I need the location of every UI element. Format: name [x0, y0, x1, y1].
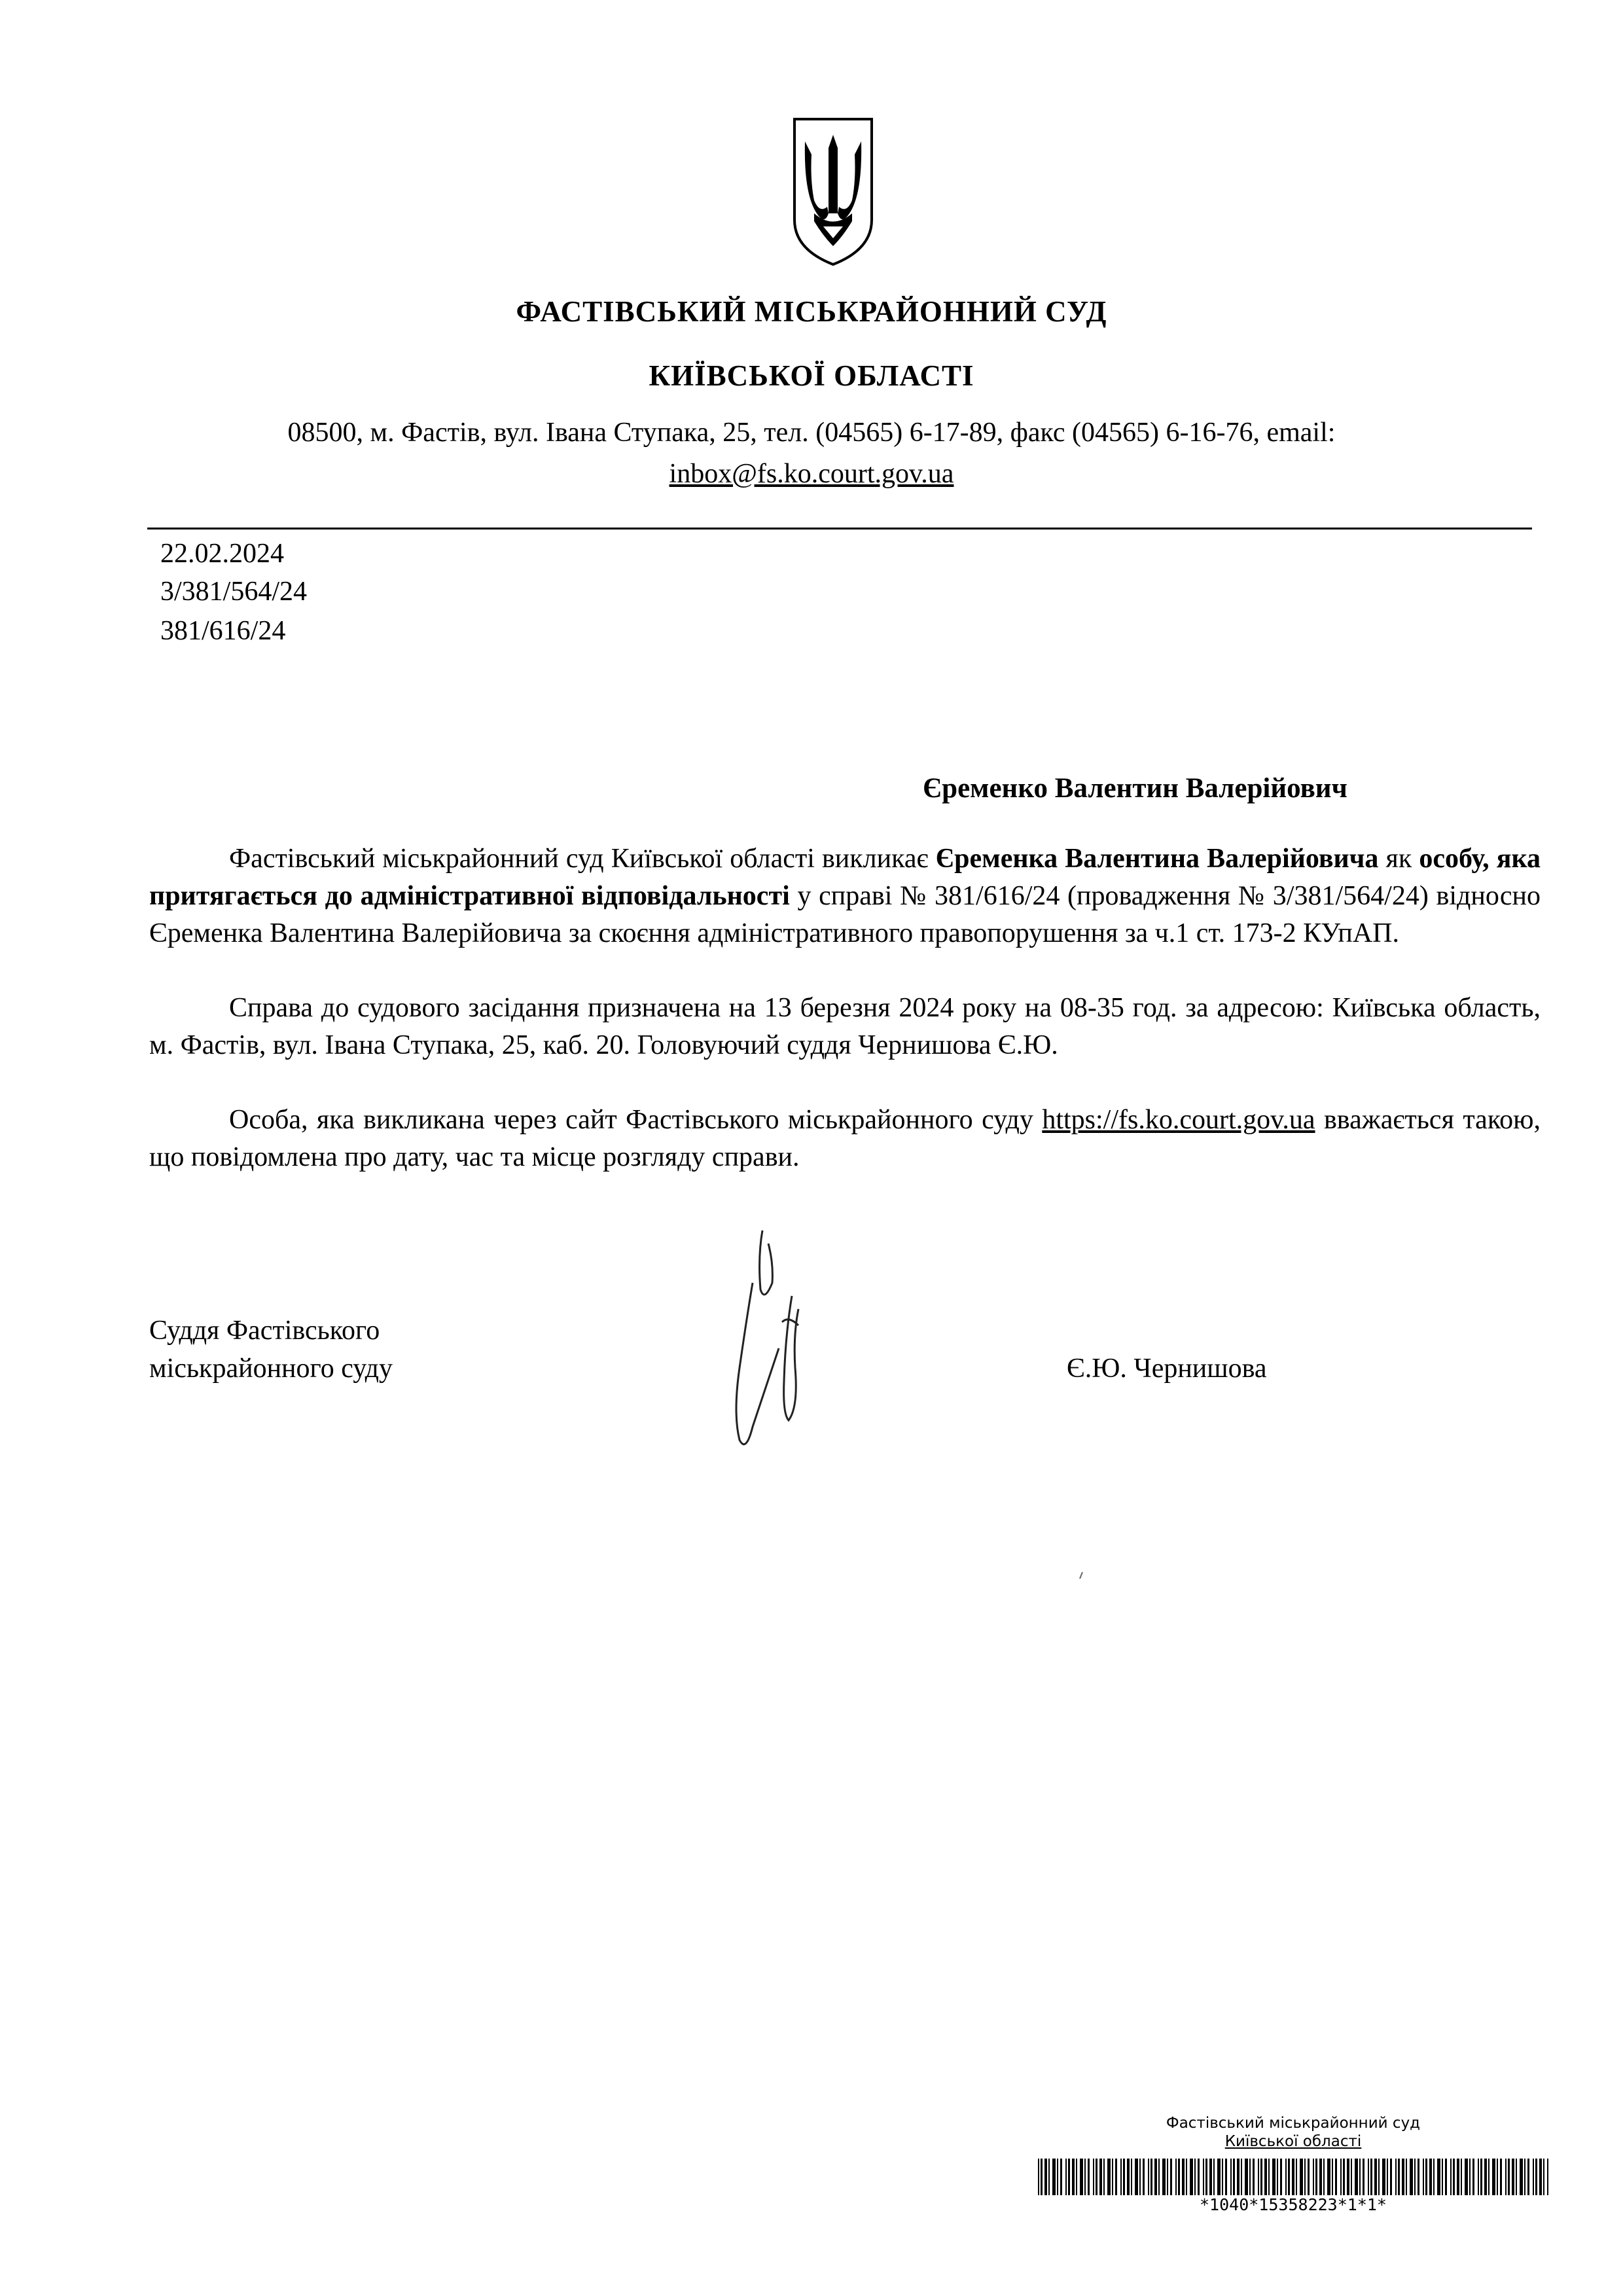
- barcode-bar: [1368, 2159, 1369, 2195]
- notice-text-a: Особа, яка викликана через сайт Фастівського міськрайонного суду: [229, 1105, 1043, 1135]
- barcode-bar: [1233, 2159, 1235, 2195]
- barcode-bar: [1044, 2159, 1047, 2195]
- barcode-bar: [1457, 2159, 1459, 2195]
- signatory-position-line2: міськрайонного суду: [149, 1354, 393, 1384]
- court-website-link[interactable]: https://fs.ko.court.gov.ua: [1042, 1105, 1315, 1135]
- barcode-bar: [1533, 2159, 1534, 2195]
- barcode-bar: [1182, 2159, 1185, 2195]
- barcode-bar: [1437, 2159, 1440, 2195]
- barcode-bar: [1052, 2159, 1056, 2195]
- barcode-bar: [1167, 2159, 1168, 2195]
- barcode-bar: [1158, 2159, 1160, 2195]
- barcode-bar: [1524, 2159, 1525, 2195]
- barcode-bar: [1395, 2159, 1397, 2195]
- barcode-bar: [1057, 2159, 1058, 2195]
- barcode-bar: [1402, 2159, 1404, 2195]
- signatory-position-line1: Суддя Фастівського: [149, 1316, 380, 1346]
- barcode-bar: [1170, 2159, 1172, 2195]
- barcode-bar: [1390, 2159, 1392, 2195]
- barcode-bar: [1292, 2159, 1294, 2195]
- barcode-bar: [1096, 2159, 1097, 2195]
- barcode-bar: [1478, 2159, 1479, 2195]
- barcode-bar: [1230, 2159, 1232, 2195]
- barcode-bar: [1398, 2159, 1400, 2195]
- barcode-bar: [1115, 2159, 1117, 2195]
- barcode-bar: [1154, 2159, 1157, 2195]
- barcode-bar: [1127, 2159, 1130, 2195]
- barcode-bar: [1272, 2159, 1275, 2195]
- barcode-bar: [1512, 2159, 1514, 2195]
- barcode-bar: [1143, 2159, 1145, 2195]
- summons-text-c: у справі № 381/616/24 (провадження № 3/381/564/24) відносно Єременка Валентина Валерійовича за скоєння адміністративного правопорушення за ч.1 ст. 173-2 КУпАП.: [149, 881, 1541, 948]
- barcode-bar: [1123, 2159, 1125, 2195]
- court-name-line2: КИЇВСЬКОЇ ОБЛАСТІ: [649, 359, 974, 392]
- barcode-bar: [1084, 2159, 1086, 2195]
- barcode-bar: [1280, 2159, 1282, 2195]
- barcode-bar: [1535, 2159, 1537, 2195]
- footer-stamp: [1038, 2114, 1548, 2151]
- barcode-bar: [1308, 2159, 1310, 2195]
- barcode-bar: [1500, 2159, 1502, 2195]
- barcode-bar: [1315, 2159, 1317, 2195]
- barcode-bar: [1374, 2159, 1377, 2195]
- barcode-bar: [1103, 2159, 1105, 2195]
- barcode-bar: [1445, 2159, 1447, 2195]
- barcode-bar: [1480, 2159, 1482, 2195]
- barcode-bar: [1260, 2159, 1262, 2195]
- barcode-bar: [1351, 2159, 1352, 2195]
- barcode-bar: [1505, 2159, 1507, 2195]
- barcode-bar: [1241, 2159, 1242, 2195]
- barcode-bar: [1418, 2159, 1419, 2195]
- barcode-bar: [1335, 2159, 1337, 2195]
- barcode-bar: [1249, 2159, 1251, 2195]
- barcode-bar: [1425, 2159, 1427, 2195]
- barcode-bar: [1213, 2159, 1215, 2195]
- notice-text-b: вважається такою, що повідомлена про дату, час та місце розгляду справи.: [149, 1105, 1541, 1172]
- barcode-bar: [1205, 2159, 1207, 2195]
- barcode-bar: [1222, 2159, 1223, 2195]
- barcode-bar: [1099, 2159, 1102, 2195]
- barcode-bar: [1429, 2159, 1432, 2195]
- barcode-bar: [1112, 2159, 1113, 2195]
- barcode-bar: [1516, 2159, 1517, 2195]
- barcode-bar: [1107, 2159, 1111, 2195]
- header-divider: [147, 528, 1532, 529]
- barcode-bar: [1382, 2159, 1385, 2195]
- barcode-bar: [1472, 2159, 1474, 2195]
- court-email-link[interactable]: inbox@fs.ko.court.gov.ua: [669, 459, 954, 489]
- barcode-bar: [1162, 2159, 1166, 2195]
- barcode-bar: [1363, 2159, 1364, 2195]
- barcode-bar: [1076, 2159, 1077, 2195]
- barcode-bar: [1175, 2159, 1177, 2195]
- addressee-name: Єременко Валентин Валерійович: [923, 773, 1347, 804]
- barcode-bar: [1484, 2159, 1487, 2195]
- barcode-bar: [1209, 2159, 1212, 2195]
- barcode-bar: [1080, 2159, 1083, 2195]
- person-role: особу, яка притягається до адміністративної відповідальності: [149, 844, 1541, 911]
- barcode-bar: [1461, 2159, 1462, 2195]
- barcode-bar: [1332, 2159, 1333, 2195]
- barcode-bar: [1288, 2159, 1290, 2195]
- barcode-bar: [1406, 2159, 1407, 2195]
- barcode-bar: [1072, 2159, 1075, 2195]
- barcode-bar: [1508, 2159, 1510, 2195]
- barcode-bar: [1277, 2159, 1278, 2195]
- court-name-line1: ФАСТІВСЬКИЙ МІСЬКРАЙОННИЙ СУД: [516, 295, 1107, 328]
- registration-number: 3/381/564/24: [160, 577, 308, 607]
- barcode-bar: [1469, 2159, 1471, 2195]
- barcode-bar: [1131, 2159, 1132, 2195]
- barcode-bar: [1237, 2159, 1240, 2195]
- barcode-bar: [1217, 2159, 1221, 2195]
- barcode-bar: [1378, 2159, 1380, 2195]
- barcode-bar: [1323, 2159, 1325, 2195]
- barcode-bar: [1093, 2159, 1094, 2195]
- barcode-bar: [1268, 2159, 1270, 2195]
- barcode-bar: [1547, 2159, 1548, 2195]
- barcode-bar: [1178, 2159, 1180, 2195]
- barcode-bar: [1048, 2159, 1050, 2195]
- barcode-bar: [1139, 2159, 1141, 2195]
- barcode-bar: [1453, 2159, 1455, 2195]
- footer-stamp-line1: Фастівський міськрайонний суд: [1166, 2115, 1421, 2132]
- barcode-number: *1040*15358223*1*1*: [1200, 2195, 1387, 2214]
- barcode-bar: [1539, 2159, 1542, 2195]
- barcode-bar: [1442, 2159, 1443, 2195]
- barcode-bar: [1319, 2159, 1322, 2195]
- barcode-bar: [1148, 2159, 1149, 2195]
- case-number: 381/616/24: [160, 616, 286, 646]
- barcode-bar: [1327, 2159, 1330, 2195]
- signatory-name: Є.Ю. Чернишова: [1067, 1354, 1267, 1384]
- summons-paragraph: [149, 840, 1541, 952]
- barcode-bar: [1245, 2159, 1248, 2195]
- barcode-bar: [1253, 2159, 1255, 2195]
- summons-text-b: як: [1378, 844, 1419, 874]
- handwritten-signature: [700, 1217, 831, 1479]
- barcode-bar: [1041, 2159, 1043, 2195]
- barcode-bar: [1343, 2159, 1345, 2195]
- barcode-bar: [1387, 2159, 1388, 2195]
- barcode-bar: [1370, 2159, 1372, 2195]
- barcode-bar: [1543, 2159, 1544, 2195]
- document-date: 22.02.2024: [160, 539, 284, 569]
- barcode-bar: [1065, 2159, 1067, 2195]
- barcode-bar: [1492, 2159, 1495, 2195]
- footer-stamp-line2: Київської області: [1224, 2133, 1362, 2150]
- barcode-bar: [1190, 2159, 1193, 2195]
- barcode-bar: [1135, 2159, 1138, 2195]
- barcode-bar: [1296, 2159, 1297, 2195]
- barcode-bar: [1038, 2159, 1039, 2195]
- barcode-bar: [1414, 2159, 1416, 2195]
- barcode-bar: [1258, 2159, 1259, 2195]
- barcode-bar: [1198, 2159, 1200, 2195]
- barcode-bar: [1304, 2159, 1306, 2195]
- barcode-bar: [1264, 2159, 1267, 2195]
- signatory-position: [149, 1312, 393, 1388]
- summoned-person-name: Єременка Валентина Валерійовича: [935, 844, 1379, 874]
- court-address: 08500, м. Фастів, вул. Івана Ступака, 25, тел. (04565) 6-17-89, факс (04565) 6-16-76, email:: [287, 418, 1336, 448]
- barcode-bar: [1423, 2159, 1424, 2195]
- barcode-bar: [1359, 2159, 1361, 2195]
- barcode-bar: [1450, 2159, 1452, 2195]
- notice-paragraph: [149, 1102, 1541, 1176]
- hearing-details: Справа до судового засідання призначена на 13 березня 2024 року на 08-35 год. за адресою: Київська область, м. Фастів, вул. Івана Ступака, 25, каб. 20. Головуючий суддя Чернишова Є.Ю.: [149, 993, 1541, 1060]
- barcode-bar: [1203, 2159, 1204, 2195]
- barcode-bar: [1088, 2159, 1090, 2195]
- barcode-bar: [1285, 2159, 1287, 2195]
- barcode-bar: [1527, 2159, 1529, 2195]
- barcode-bar: [1520, 2159, 1523, 2195]
- barcode-bar: [1433, 2159, 1435, 2195]
- barcode-bar: [1488, 2159, 1489, 2195]
- barcode-bar: [1347, 2159, 1349, 2195]
- coat-of-arms-icon: [791, 115, 876, 268]
- barcode-bar: [1194, 2159, 1196, 2195]
- barcode-bar: [1410, 2159, 1413, 2195]
- barcode-bar: [1120, 2159, 1122, 2195]
- barcode-bar: [1355, 2159, 1358, 2195]
- hearing-paragraph: [149, 990, 1541, 1064]
- barcode-bar: [1300, 2159, 1303, 2195]
- scan-speck: [1079, 1571, 1084, 1580]
- barcode-bar: [1313, 2159, 1314, 2195]
- barcode-bar: [1060, 2159, 1062, 2195]
- barcode: [1038, 2159, 1548, 2195]
- barcode-bar: [1340, 2159, 1342, 2195]
- barcode-bar: [1497, 2159, 1498, 2195]
- barcode-bar: [1186, 2159, 1187, 2195]
- barcode-bar: [1225, 2159, 1227, 2195]
- summons-text-a: Фастівський міськрайонний суд Київської області викликає: [229, 844, 936, 874]
- barcode-bar: [1465, 2159, 1468, 2195]
- barcode-bar: [1068, 2159, 1070, 2195]
- court-email-line: [0, 458, 1623, 490]
- barcode-bar: [1150, 2159, 1152, 2195]
